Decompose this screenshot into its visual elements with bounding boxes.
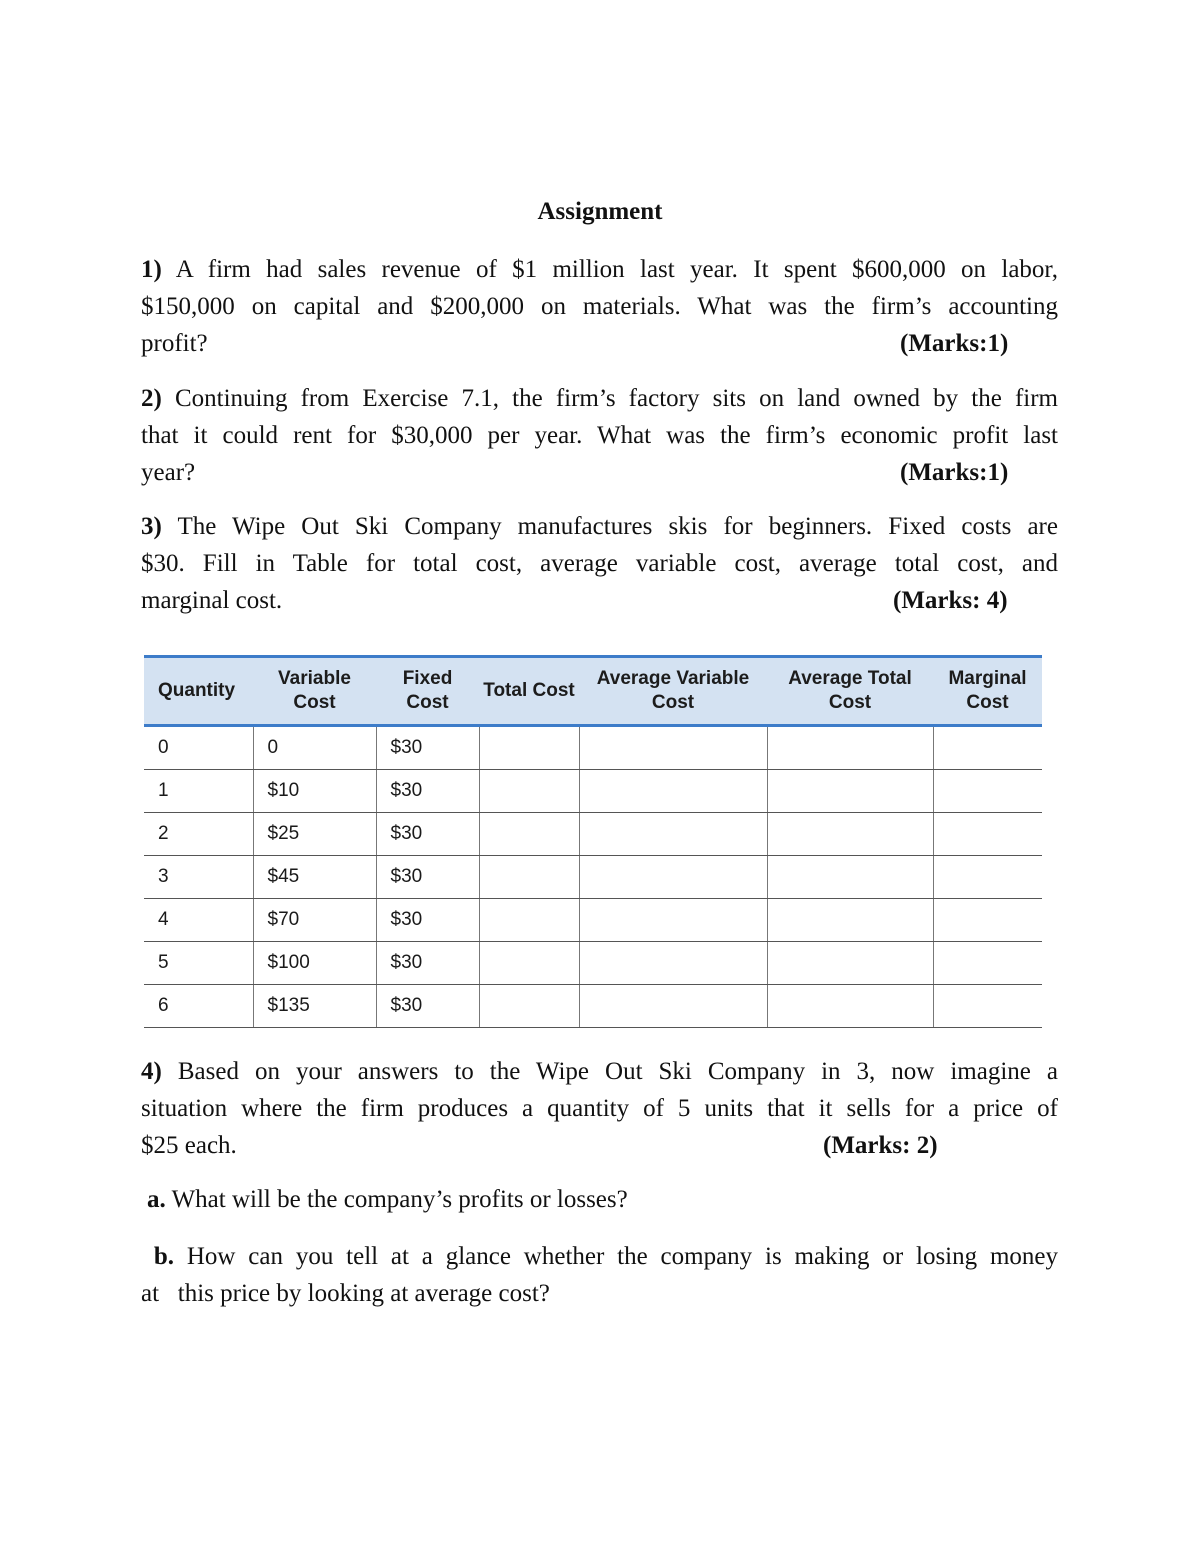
table-row bbox=[144, 856, 1042, 899]
question-4-line-3: $25 each. (Marks: 2) bbox=[141, 1127, 1058, 1164]
header-average-total-cost: Average Total Cost bbox=[767, 657, 933, 726]
cell-variable-cost: $25 bbox=[253, 813, 376, 856]
question-4-marks: (Marks: 2) bbox=[823, 1132, 938, 1159]
cell-average-total-cost[interactable] bbox=[767, 942, 933, 985]
cell-variable-cost: $45 bbox=[253, 856, 376, 899]
cell-quantity: 1 bbox=[144, 770, 253, 813]
cell-quantity: 2 bbox=[144, 813, 253, 856]
header-variable-cost: Variable Cost bbox=[253, 657, 376, 726]
header-marginal-cost: Marginal Cost bbox=[933, 657, 1042, 726]
cell-quantity: 5 bbox=[144, 942, 253, 985]
header-total-cost: Total Cost bbox=[479, 657, 579, 726]
table-row bbox=[144, 726, 1042, 770]
table-row bbox=[144, 942, 1042, 985]
cell-variable-cost: 0 bbox=[253, 726, 376, 770]
cell-fixed-cost: $30 bbox=[376, 813, 479, 856]
cell-total-cost[interactable] bbox=[479, 985, 579, 1028]
cell-variable-cost: $10 bbox=[253, 770, 376, 813]
cell-marginal-cost[interactable] bbox=[933, 813, 1042, 856]
cost-table bbox=[144, 655, 1042, 1028]
question-4a-text: What will be the company’s profits or losses? bbox=[171, 1186, 628, 1213]
question-1-line-1: 1) A firm had sales revenue of $1 million last year. It spent $600,000 on labor, bbox=[141, 256, 1058, 283]
cell-marginal-cost[interactable] bbox=[933, 770, 1042, 813]
question-2-marks: (Marks:1) bbox=[900, 459, 1009, 486]
cell-variable-cost: $70 bbox=[253, 899, 376, 942]
question-4a bbox=[147, 1181, 1058, 1218]
table-row bbox=[144, 770, 1042, 813]
question-1-line-3: profit? (Marks:1) bbox=[141, 325, 1058, 362]
cell-marginal-cost[interactable] bbox=[933, 726, 1042, 770]
header-quantity: Quantity bbox=[144, 657, 253, 726]
question-3-line-1: 3) The Wipe Out Ski Company manufactures skis for beginners. Fixed costs are bbox=[141, 513, 1058, 540]
cell-average-variable-cost[interactable] bbox=[579, 899, 767, 942]
cell-quantity: 6 bbox=[144, 985, 253, 1028]
question-2-line-1: 2) Continuing from Exercise 7.1, the firm’s factory sits on land owned by the firm bbox=[141, 385, 1059, 412]
question-1-line-2: $150,000 on capital and $200,000 on materials. What was the firm’s accounting bbox=[141, 293, 1058, 320]
cell-fixed-cost: $30 bbox=[376, 942, 479, 985]
cell-average-total-cost[interactable] bbox=[767, 813, 933, 856]
cell-marginal-cost[interactable] bbox=[933, 942, 1042, 985]
question-1 bbox=[141, 251, 1058, 362]
question-4b bbox=[141, 1238, 1058, 1312]
header-fixed-cost: Fixed Cost bbox=[376, 657, 479, 726]
question-2-number: 2) bbox=[141, 385, 162, 412]
cell-average-total-cost[interactable] bbox=[767, 770, 933, 813]
cell-quantity: 0 bbox=[144, 726, 253, 770]
question-3 bbox=[141, 508, 1058, 619]
table-row bbox=[144, 899, 1042, 942]
cell-total-cost[interactable] bbox=[479, 899, 579, 942]
cell-fixed-cost: $30 bbox=[376, 770, 479, 813]
cell-average-total-cost[interactable] bbox=[767, 899, 933, 942]
header-average-variable-cost: Average Variable Cost bbox=[579, 657, 767, 726]
cell-average-variable-cost[interactable] bbox=[579, 985, 767, 1028]
question-4b-line-2: at this price by looking at average cost? bbox=[141, 1280, 550, 1307]
cell-fixed-cost: $30 bbox=[376, 856, 479, 899]
question-3-line-2: $30. Fill in Table for total cost, average variable cost, average total cost, and bbox=[141, 550, 1058, 577]
cell-fixed-cost: $30 bbox=[376, 985, 479, 1028]
cell-marginal-cost[interactable] bbox=[933, 899, 1042, 942]
question-2 bbox=[141, 380, 1058, 491]
cell-average-variable-cost[interactable] bbox=[579, 942, 767, 985]
question-3-line-3: marginal cost. (Marks: 4) bbox=[141, 582, 1058, 619]
question-4b-line-1: b. How can you tell at a glance whether the company is making or losing money bbox=[153, 1243, 1059, 1270]
question-4b-label: b. bbox=[153, 1243, 174, 1270]
question-4-number: 4) bbox=[141, 1058, 162, 1085]
cell-marginal-cost[interactable] bbox=[933, 985, 1042, 1028]
cell-total-cost[interactable] bbox=[479, 942, 579, 985]
cell-average-total-cost[interactable] bbox=[767, 726, 933, 770]
question-3-number: 3) bbox=[141, 513, 162, 540]
question-1-marks: (Marks:1) bbox=[900, 330, 1009, 357]
cell-variable-cost: $135 bbox=[253, 985, 376, 1028]
cell-fixed-cost: $30 bbox=[376, 726, 479, 770]
cell-quantity: 3 bbox=[144, 856, 253, 899]
question-2-line-2: that it could rent for $30,000 per year. What was the firm’s economic profit last bbox=[141, 422, 1058, 449]
table-row bbox=[144, 985, 1042, 1028]
question-4 bbox=[141, 1053, 1058, 1164]
cell-total-cost[interactable] bbox=[479, 726, 579, 770]
cell-total-cost[interactable] bbox=[479, 770, 579, 813]
question-4a-label: a. bbox=[147, 1186, 166, 1213]
cell-average-variable-cost[interactable] bbox=[579, 856, 767, 899]
cell-average-variable-cost[interactable] bbox=[579, 770, 767, 813]
cell-total-cost[interactable] bbox=[479, 856, 579, 899]
question-3-marks: (Marks: 4) bbox=[893, 587, 1008, 614]
table-header-row bbox=[144, 657, 1042, 726]
question-1-number: 1) bbox=[141, 256, 162, 283]
cell-variable-cost: $100 bbox=[253, 942, 376, 985]
page-title: Assignment bbox=[537, 198, 663, 225]
cell-fixed-cost: $30 bbox=[376, 899, 479, 942]
question-2-line-3: year? (Marks:1) bbox=[141, 454, 1058, 491]
table-row bbox=[144, 813, 1042, 856]
cell-marginal-cost[interactable] bbox=[933, 856, 1042, 899]
cell-average-variable-cost[interactable] bbox=[579, 813, 767, 856]
question-4-line-1: 4) Based on your answers to the Wipe Out Ski Company in 3, now imagine a bbox=[141, 1058, 1058, 1085]
cell-average-total-cost[interactable] bbox=[767, 985, 933, 1028]
cell-average-total-cost[interactable] bbox=[767, 856, 933, 899]
cell-quantity: 4 bbox=[144, 899, 253, 942]
cell-total-cost[interactable] bbox=[479, 813, 579, 856]
question-4-line-2: situation where the firm produces a quantity of 5 units that it sells for a price of bbox=[141, 1095, 1058, 1122]
cell-average-variable-cost[interactable] bbox=[579, 726, 767, 770]
